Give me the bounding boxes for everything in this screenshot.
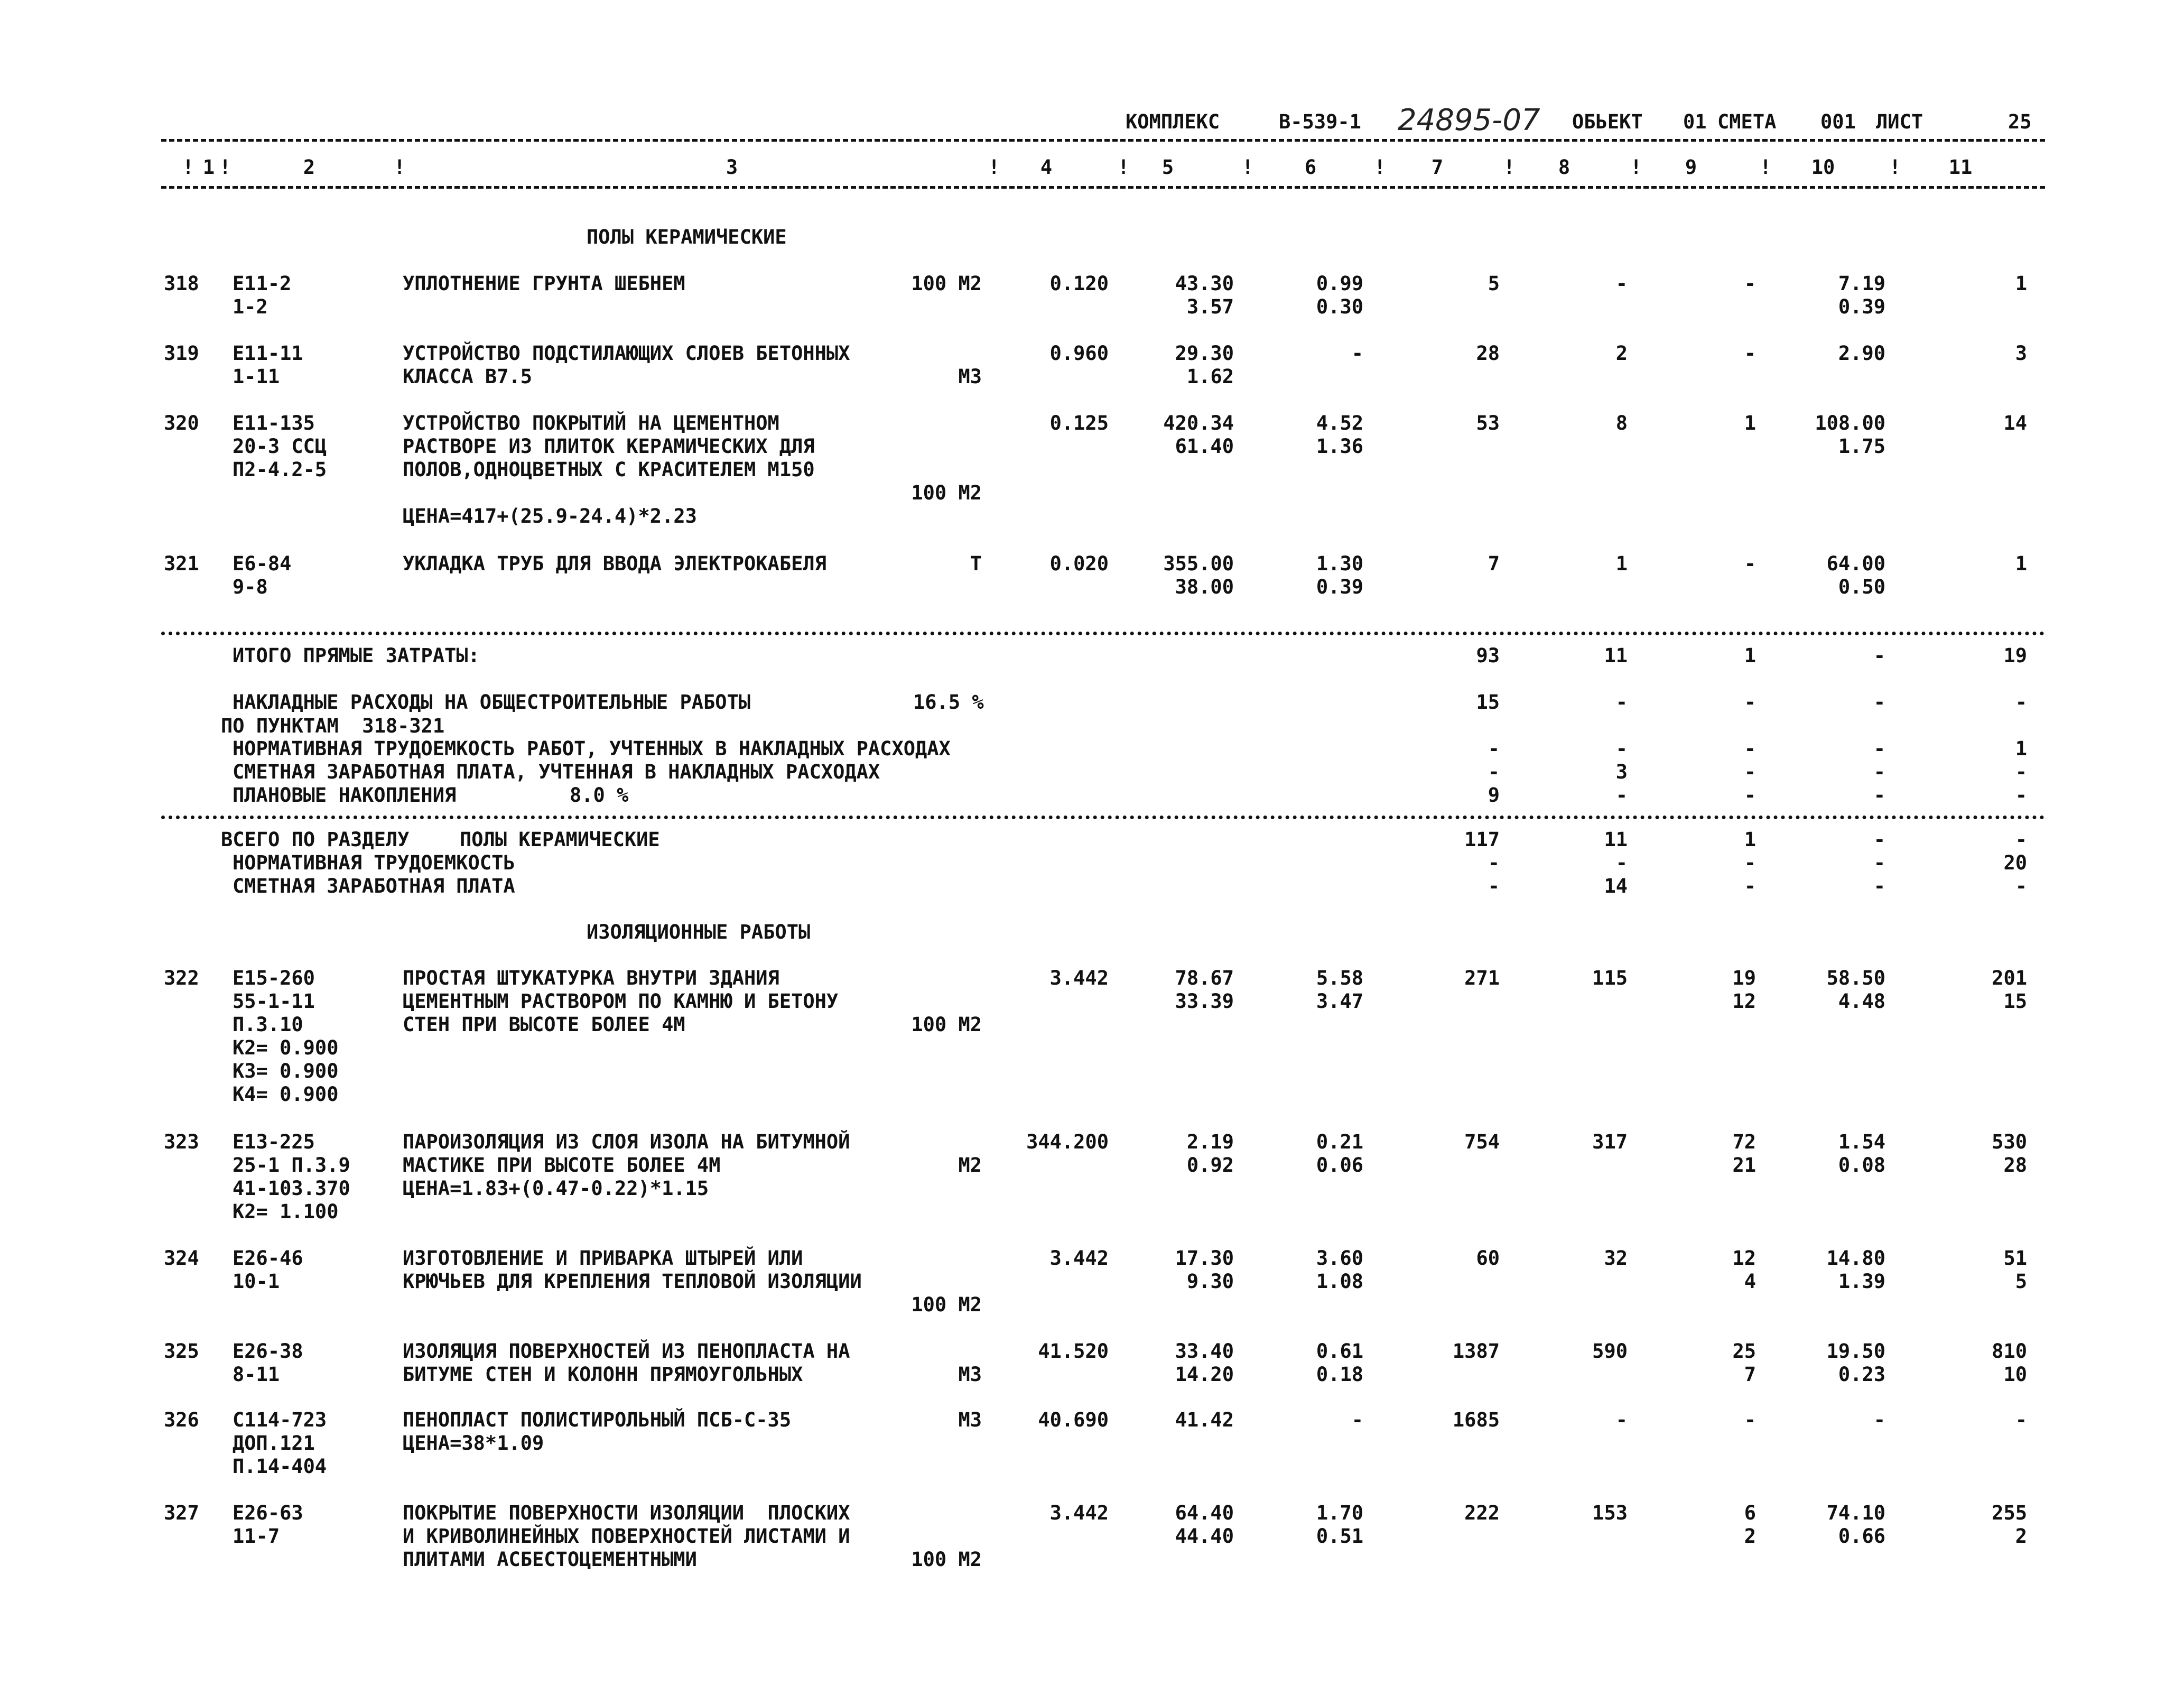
value-c7: 271 (1464, 967, 1500, 989)
value-c6: 0.21 (1316, 1131, 1363, 1153)
value-c11: 5 (2015, 1270, 2027, 1293)
value-c5: 355.00 (1163, 552, 1234, 575)
norm-code: Е26-38 (233, 1340, 303, 1363)
value-c10: 2.90 (1838, 342, 1885, 365)
total-direct: 11 (1604, 644, 1628, 667)
total-norm-labor: 20 (2003, 851, 2027, 874)
total-labor: 1 (2015, 737, 2027, 760)
value-c6: 3.60 (1316, 1247, 1363, 1270)
column-number: 9 (1685, 156, 1697, 179)
norm-code: Е15-260 (233, 967, 315, 989)
value-c9: 12 (1732, 990, 1756, 1013)
value-c5: 64.40 (1175, 1502, 1234, 1524)
column-number: 1 (202, 156, 215, 179)
unit: Т (970, 552, 982, 575)
kompleks-code: В-539-1 (1279, 110, 1361, 133)
work-description: МАСТИКЕ ПРИ ВЫСОТЕ БОЛЕЕ 4М (403, 1154, 721, 1177)
value-c8: 115 (1592, 967, 1628, 989)
total-savings: - (1873, 784, 1885, 807)
work-description: УСТРОЙСТВО ПОДСТИЛАЮЩИХ СЛОЕВ БЕТОННЫХ (403, 342, 850, 365)
value-c6: - (1351, 342, 1363, 365)
value-c5: 420.34 (1163, 412, 1234, 434)
total-direct: - (1873, 644, 1885, 667)
value-c7: 7 (1488, 552, 1500, 575)
work-description: ЦЕНА=38*1.09 (403, 1432, 544, 1455)
value-c9: 72 (1732, 1131, 1756, 1153)
work-description: БИТУМЕ СТЕН И КОЛОНН ПРЯМОУГОЛЬНЫХ (403, 1363, 803, 1386)
value-c9: 19 (1732, 967, 1756, 989)
value-c8: - (1615, 272, 1628, 295)
value-c8: 590 (1592, 1340, 1628, 1363)
value-c5: 3.57 (1186, 295, 1234, 318)
work-description: РАСТВОРЕ ИЗ ПЛИТОК КЕРАМИЧЕСКИХ ДЛЯ (403, 435, 815, 458)
value-c10: 64.00 (1826, 552, 1885, 575)
total-section-total: 1 (1744, 828, 1756, 851)
value-c10: - (1873, 1409, 1885, 1431)
item-number: 327 (164, 1502, 199, 1524)
header-rule-top (161, 139, 2045, 142)
value-c10: 19.50 (1826, 1340, 1885, 1363)
value-c11: 201 (1992, 967, 2027, 989)
work-description: КЛАССА В7.5 (403, 365, 533, 388)
norm-code: 11-7 (233, 1525, 280, 1548)
value-c10: 14.80 (1826, 1247, 1885, 1270)
value-c5: 61.40 (1175, 435, 1234, 458)
quantity: 0.125 (1049, 412, 1109, 434)
column-separator: ! (182, 156, 194, 179)
quantity: 40.690 (1038, 1409, 1109, 1431)
value-c7: 754 (1464, 1131, 1500, 1153)
value-c5: 1.62 (1186, 365, 1234, 388)
unit: 100 М2 (911, 1548, 982, 1571)
overhead-labor-label: НОРМАТИВНАЯ ТРУДОЕМКОСТЬ РАБОТ, УЧТЕННЫХ В НАКЛАДНЫХ РАСХОДАХ (233, 737, 951, 760)
work-description: ПОКРЫТИЕ ПОВЕРХНОСТИ ИЗОЛЯЦИИ ПЛОСКИХ (403, 1502, 850, 1524)
total-wage: - (1873, 761, 1885, 783)
total-direct: 93 (1476, 644, 1500, 667)
item-number: 324 (164, 1247, 199, 1270)
value-c7: 222 (1464, 1502, 1500, 1524)
value-c6: 0.99 (1316, 272, 1363, 295)
value-c7: 1685 (1452, 1409, 1500, 1431)
quantity: 0.120 (1049, 272, 1109, 295)
value-c6: 0.39 (1316, 576, 1363, 598)
work-description: И КРИВОЛИНЕЙНЫХ ПОВЕРХНОСТЕЙ ЛИСТАМИ И (403, 1525, 850, 1548)
norm-code: 8-11 (233, 1363, 280, 1386)
column-separator: ! (1889, 156, 1901, 179)
unit: М3 (958, 1409, 982, 1431)
norm-code: Е11-135 (233, 412, 315, 434)
total-savings: - (1615, 784, 1628, 807)
norm-code: К2= 0.900 (233, 1036, 339, 1059)
total-section-total: 11 (1604, 828, 1628, 851)
total-est-wage: - (1488, 875, 1500, 897)
value-c6: 1.70 (1316, 1502, 1363, 1524)
column-number: 7 (1431, 156, 1444, 179)
column-separator: ! (1503, 156, 1516, 179)
section-total-rule (161, 816, 2045, 819)
value-c11: 2 (2015, 1525, 2027, 1548)
norm-code: Е11-2 (233, 272, 292, 295)
total-norm-labor: - (1873, 851, 1885, 874)
norm-code: П.14-404 (233, 1455, 327, 1478)
norm-code: К4= 0.900 (233, 1083, 339, 1106)
total-norm-labor: - (1488, 851, 1500, 874)
planned-savings-label: ПЛАНОВЫЕ НАКОПЛЕНИЯ (233, 784, 457, 807)
item-number: 326 (164, 1409, 199, 1431)
work-description: ПЛИТАМИ АСБЕСТОЦЕМЕНТНЫМИ (403, 1548, 697, 1571)
value-c8: 2 (1615, 342, 1628, 365)
value-c6: 3.47 (1316, 990, 1363, 1013)
unit: 100 М2 (911, 481, 982, 504)
header-rule-bottom (161, 186, 2045, 189)
total-section-total: 117 (1464, 828, 1500, 851)
value-c8: 153 (1592, 1502, 1628, 1524)
total-wage: - (1488, 761, 1500, 783)
work-description: УСТРОЙСТВО ПОКРЫТИЙ НА ЦЕМЕНТНОМ (403, 412, 779, 434)
item-number: 320 (164, 412, 199, 434)
column-number: 8 (1558, 156, 1570, 179)
handwritten-number: 24895-07 (1398, 103, 1540, 137)
value-c11: 15 (2003, 990, 2027, 1013)
column-number: 10 (1811, 156, 1835, 179)
total-overhead: - (1873, 691, 1885, 714)
quantity: 3.442 (1049, 1247, 1109, 1270)
overhead-label: НАКЛАДНЫЕ РАСХОДЫ НА ОБЩЕСТРОИТЕЛЬНЫЕ РАБОТЫ (233, 691, 751, 714)
norm-code: 1-11 (233, 365, 280, 388)
item-number: 322 (164, 967, 199, 989)
total-labor: - (1615, 737, 1628, 760)
value-c5: 38.00 (1175, 576, 1234, 598)
value-c10: 0.66 (1838, 1525, 1885, 1548)
work-description: ПРОСТАЯ ШТУКАТУРКА ВНУТРИ ЗДАНИЯ (403, 967, 779, 989)
value-c7: 53 (1476, 412, 1500, 434)
item-number: 323 (164, 1131, 199, 1153)
value-c11: 255 (1992, 1502, 2027, 1524)
value-c10: 4.48 (1838, 990, 1885, 1013)
unit: М3 (958, 1363, 982, 1386)
value-c9: - (1744, 1409, 1756, 1431)
total-wage: - (1744, 761, 1756, 783)
unit: 100 М2 (911, 1013, 982, 1036)
overhead-percent: 16.5 % (913, 691, 984, 714)
total-savings: 9 (1488, 784, 1500, 807)
value-c9: 6 (1744, 1502, 1756, 1524)
column-separator: ! (1374, 156, 1386, 179)
column-number: 2 (303, 156, 315, 179)
quantity: 0.960 (1049, 342, 1109, 365)
norm-code: Е13-225 (233, 1131, 315, 1153)
work-description: ПЕНОПЛАСТ ПОЛИСТИРОЛЬНЫЙ ПСБ-С-35 (403, 1409, 792, 1431)
work-description: ЦЕНА=417+(25.9-24.4)*2.23 (403, 505, 697, 527)
norm-code: 25-1 П.3.9 (233, 1154, 350, 1177)
value-c10: 108.00 (1815, 412, 1885, 434)
total-est-wage: 14 (1604, 875, 1628, 897)
value-c11: 1 (2015, 552, 2027, 575)
total-est-wage: - (1873, 875, 1885, 897)
estimate-number: 001 (1820, 110, 1856, 133)
value-c9: - (1744, 272, 1756, 295)
direct-costs-label: ИТОГО ПРЯМЫЕ ЗАТРАТЫ: (233, 644, 480, 667)
total-wage: - (2015, 761, 2027, 783)
value-c5: 9.30 (1186, 1270, 1234, 1293)
value-c7: 60 (1476, 1247, 1500, 1270)
section-total-name: ПОЛЫ КЕРАМИЧЕСКИЕ (460, 828, 660, 851)
column-separator: ! (1630, 156, 1642, 179)
quantity: 0.020 (1049, 552, 1109, 575)
unit: 100 М2 (911, 272, 982, 295)
item-number: 321 (164, 552, 199, 575)
total-overhead: - (1744, 691, 1756, 714)
norm-code: Е11-11 (233, 342, 303, 365)
value-c11: 28 (2003, 1154, 2027, 1177)
object-label: ОБЬЕКТ (1572, 110, 1643, 133)
value-c9: 7 (1744, 1363, 1756, 1386)
column-number: 11 (1948, 156, 1973, 179)
value-c10: 0.39 (1838, 295, 1885, 318)
overhead-wage-label: СМЕТНАЯ ЗАРАБОТНАЯ ПЛАТА, УЧТЕННАЯ В НАКЛАДНЫХ РАСХОДАХ (233, 761, 880, 783)
norm-code: ДОП.121 (233, 1432, 315, 1455)
value-c9: 4 (1744, 1270, 1756, 1293)
planned-savings-percent: 8.0 % (570, 784, 629, 807)
value-c11: - (2015, 1409, 2027, 1431)
sheet-number: 25 (2008, 110, 2032, 133)
norm-code: П2-4.2-5 (233, 458, 327, 481)
value-c7: 28 (1476, 342, 1500, 365)
value-c5: 33.40 (1175, 1340, 1234, 1363)
value-c5: 29.30 (1175, 342, 1234, 365)
value-c9: 25 (1732, 1340, 1756, 1363)
normative-labor-label: НОРМАТИВНАЯ ТРУДОЕМКОСТЬ (233, 851, 515, 874)
unit: М3 (958, 365, 982, 388)
work-description: КРЮЧЬЕВ ДЛЯ КРЕПЛЕНИЯ ТЕПЛОВОЙ ИЗОЛЯЦИИ (403, 1270, 862, 1293)
value-c10: 0.23 (1838, 1363, 1885, 1386)
total-overhead: - (2015, 691, 2027, 714)
value-c10: 1.75 (1838, 435, 1885, 458)
norm-code: 10-1 (233, 1270, 280, 1293)
total-est-wage: - (1744, 875, 1756, 897)
column-number: 3 (726, 156, 738, 179)
norm-code: 9-8 (233, 576, 268, 598)
unit: 100 М2 (911, 1293, 982, 1316)
value-c11: 3 (2015, 342, 2027, 365)
value-c10: 74.10 (1826, 1502, 1885, 1524)
object-number: 01 (1683, 110, 1707, 133)
value-c10: 1.54 (1838, 1131, 1885, 1153)
work-description: УКЛАДКА ТРУБ ДЛЯ ВВОДА ЭЛЕКТРОКАБЕЛЯ (403, 552, 826, 575)
value-c10: 0.08 (1838, 1154, 1885, 1177)
item-number: 318 (164, 272, 199, 295)
total-section-total: - (2015, 828, 2027, 851)
norm-code: 20-3 ССЦ (233, 435, 327, 458)
estimated-wage-label: СМЕТНАЯ ЗАРАБОТНАЯ ПЛАТА (233, 875, 515, 897)
value-c6: 1.36 (1316, 435, 1363, 458)
kompleks-label: КОМПЛЕКС (1126, 110, 1220, 133)
column-separator: ! (1760, 156, 1772, 179)
total-direct: 19 (2003, 644, 2027, 667)
total-savings: - (2015, 784, 2027, 807)
value-c5: 78.67 (1175, 967, 1234, 989)
norm-code: 1-2 (233, 295, 268, 318)
value-c11: 14 (2003, 412, 2027, 434)
value-c10: 0.50 (1838, 576, 1885, 598)
work-description: ПОЛОВ,ОДНОЦВЕТНЫХ С КРАСИТЕЛЕМ М150 (403, 458, 815, 481)
value-c5: 17.30 (1175, 1247, 1234, 1270)
norm-code: К2= 1.100 (233, 1200, 339, 1223)
unit: М2 (958, 1154, 982, 1177)
column-number: 6 (1304, 156, 1317, 179)
value-c10: 58.50 (1826, 967, 1885, 989)
total-section-total: - (1873, 828, 1885, 851)
value-c5: 14.20 (1175, 1363, 1234, 1386)
total-labor: - (1488, 737, 1500, 760)
value-c9: 2 (1744, 1525, 1756, 1548)
norm-code: Е26-46 (233, 1247, 303, 1270)
total-direct: 1 (1744, 644, 1756, 667)
work-description: СТЕН ПРИ ВЫСОТЕ БОЛЕЕ 4М (403, 1013, 685, 1036)
total-est-wage: - (2015, 875, 2027, 897)
total-overhead: - (1615, 691, 1628, 714)
total-overhead: 15 (1476, 691, 1500, 714)
value-c8: - (1615, 1409, 1628, 1431)
work-description: ЦЕМЕНТНЫМ РАСТВОРОМ ПО КАМНЮ И БЕТОНУ (403, 990, 839, 1013)
section-total-label: ВСЕГО ПО РАЗДЕЛУ (221, 828, 410, 851)
value-c8: 8 (1615, 412, 1628, 434)
column-number: 5 (1161, 156, 1174, 179)
total-savings: - (1744, 784, 1756, 807)
value-c9: - (1744, 342, 1756, 365)
value-c11: 51 (2003, 1247, 2027, 1270)
work-description: ПАРОИЗОЛЯЦИЯ ИЗ СЛОЯ ИЗОЛА НА БИТУМНОЙ (403, 1131, 850, 1153)
total-norm-labor: - (1744, 851, 1756, 874)
value-c6: - (1351, 1409, 1363, 1431)
column-separator: ! (219, 156, 231, 179)
value-c5: 0.92 (1186, 1154, 1234, 1177)
sheet-label: ЛИСТ (1876, 110, 1923, 133)
value-c7: 1387 (1452, 1340, 1500, 1363)
work-description: УПЛОТНЕНИЕ ГРУНТА ШЕБНЕМ (403, 272, 685, 295)
section1-title: ПОЛЫ КЕРАМИЧЕСКИЕ (587, 226, 787, 248)
value-c6: 4.52 (1316, 412, 1363, 434)
total-labor: - (1873, 737, 1885, 760)
estimate-label: СМЕТА (1717, 110, 1777, 133)
work-description: ИЗГОТОВЛЕНИЕ И ПРИВАРКА ШТЫРЕЙ ИЛИ (403, 1247, 803, 1270)
norm-code: 41-103.370 (233, 1177, 350, 1200)
item-number: 319 (164, 342, 199, 365)
column-separator: ! (1118, 156, 1130, 179)
item-number: 325 (164, 1340, 199, 1363)
value-c9: 1 (1744, 412, 1756, 434)
value-c6: 0.18 (1316, 1363, 1363, 1386)
column-separator: ! (394, 156, 406, 179)
value-c6: 1.30 (1316, 552, 1363, 575)
value-c9: - (1744, 552, 1756, 575)
value-c5: 2.19 (1186, 1131, 1234, 1153)
quantity: 344.200 (1026, 1131, 1109, 1153)
value-c5: 41.42 (1175, 1409, 1234, 1431)
total-wage: 3 (1615, 761, 1628, 783)
column-number: 4 (1040, 156, 1053, 179)
value-c6: 0.61 (1316, 1340, 1363, 1363)
norm-code: Е26-63 (233, 1502, 303, 1524)
value-c6: 1.08 (1316, 1270, 1363, 1293)
value-c11: 10 (2003, 1363, 2027, 1386)
value-c5: 33.39 (1175, 990, 1234, 1013)
totals-rule (161, 632, 2045, 635)
value-c5: 44.40 (1175, 1525, 1234, 1548)
value-c6: 5.58 (1316, 967, 1363, 989)
total-labor: - (1744, 737, 1756, 760)
value-c8: 32 (1604, 1247, 1628, 1270)
norm-code: 55-1-11 (233, 990, 315, 1013)
work-description: ЦЕНА=1.83+(0.47-0.22)*1.15 (403, 1177, 709, 1200)
value-c8: 317 (1592, 1131, 1628, 1153)
value-c11: 1 (2015, 272, 2027, 295)
work-description: ИЗОЛЯЦИЯ ПОВЕРХНОСТЕЙ ИЗ ПЕНОПЛАСТА НА (403, 1340, 850, 1363)
value-c5: 43.30 (1175, 272, 1234, 295)
value-c6: 0.51 (1316, 1525, 1363, 1548)
quantity: 3.442 (1049, 967, 1109, 989)
quantity: 3.442 (1049, 1502, 1109, 1524)
value-c7: 5 (1488, 272, 1500, 295)
value-c6: 0.30 (1316, 295, 1363, 318)
total-norm-labor: - (1615, 851, 1628, 874)
value-c8: 1 (1615, 552, 1628, 575)
items-range-label: ПО ПУНКТАМ 318-321 (221, 715, 445, 737)
value-c11: 810 (1992, 1340, 2027, 1363)
value-c6: 0.06 (1316, 1154, 1363, 1177)
quantity: 41.520 (1038, 1340, 1109, 1363)
value-c9: 21 (1732, 1154, 1756, 1177)
norm-code: К3= 0.900 (233, 1060, 339, 1082)
section2-title: ИЗОЛЯЦИОННЫЕ РАБОТЫ (587, 921, 811, 943)
value-c11: 530 (1992, 1131, 2027, 1153)
column-separator: ! (988, 156, 1000, 179)
norm-code: С114-723 (233, 1409, 327, 1431)
value-c10: 7.19 (1838, 272, 1885, 295)
value-c10: 1.39 (1838, 1270, 1885, 1293)
norm-code: П.3.10 (233, 1013, 303, 1036)
column-separator: ! (1242, 156, 1254, 179)
value-c9: 12 (1732, 1247, 1756, 1270)
norm-code: Е6-84 (233, 552, 292, 575)
